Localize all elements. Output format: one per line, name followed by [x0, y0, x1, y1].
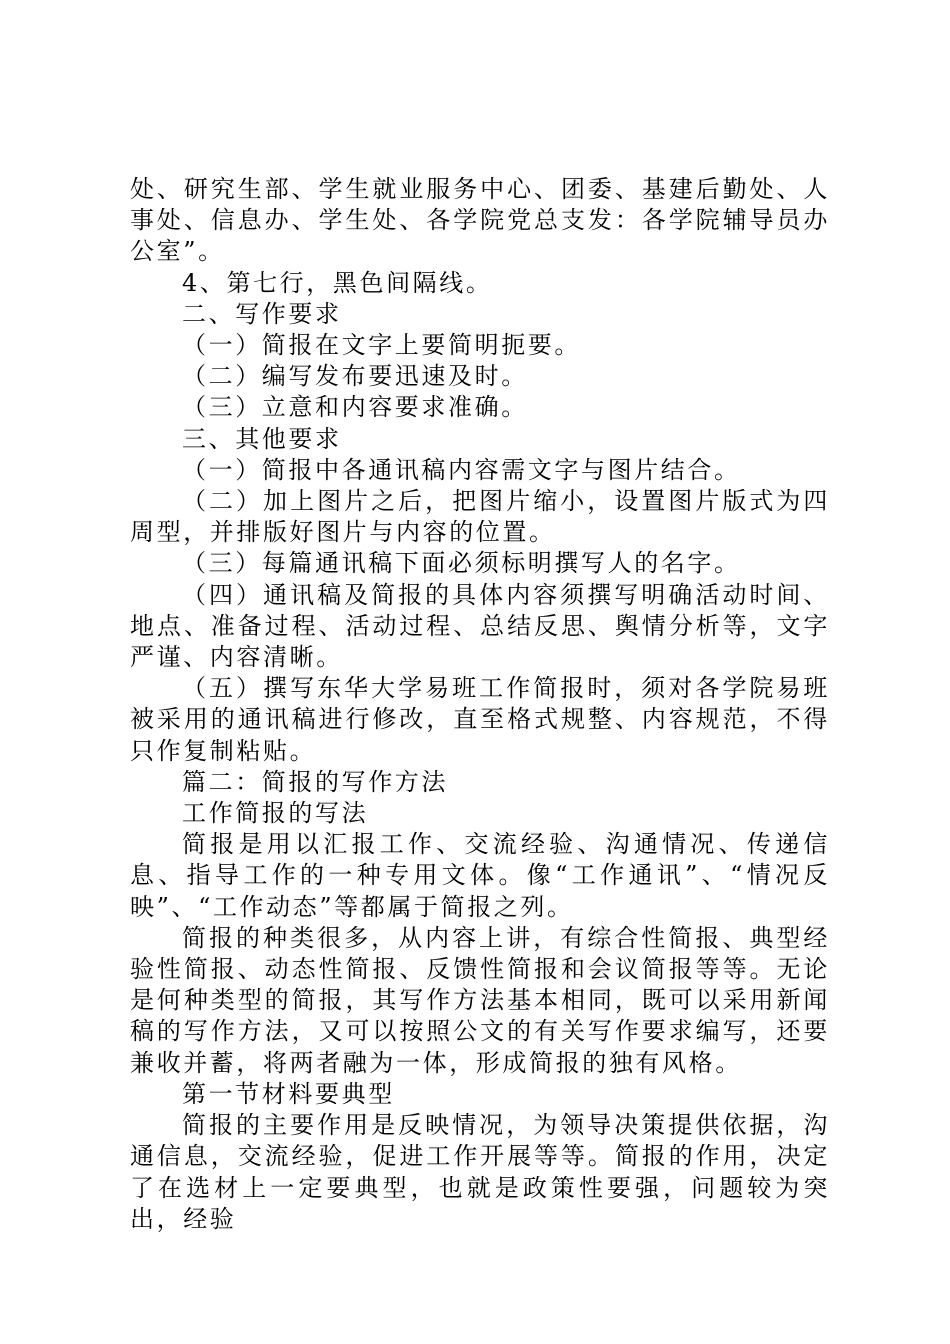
section-heading-writing-requirements: 二、写作要求: [182, 299, 342, 328]
paragraph-15: 简报是用以汇报工作、交流经验、沟通情况、传递信息、指导工作的一种专用文体。像“工作通讯”、“情况反映”、“工作动态”等都属于简报之列。: [130, 830, 830, 921]
section-heading-section-1: 第一节材料要典型: [182, 1079, 395, 1108]
paragraph-1: 处、研究生部、学生就业服务中心、团委、基建后勤处、人事处、信息办、学生处、各学院党总支发：各学院辅导员办公室”。: [130, 175, 830, 266]
paragraph-6: （三）立意和内容要求准确。: [182, 393, 528, 422]
section-heading-other-requirements: 三、其他要求: [182, 424, 342, 453]
paragraph-8: （一）简报中各通讯稿内容需文字与图片结合。: [182, 455, 741, 484]
paragraph-11: （四）通讯稿及简报的具体内容须撰写明确活动时间、地点、准备过程、活动过程、总结反思、舆情分析等，文字严谨、内容清晰。: [130, 580, 830, 672]
paragraph-12: （五）撰写东华大学易班工作简报时，须对各学院易班被采用的通讯稿进行修改，直至格式规整、内容规范，不得只作复制粘贴。: [130, 674, 830, 765]
paragraph-4: （一）简报在文字上要简明扼要。: [182, 331, 581, 360]
subheading-work-briefing: 工作简报的写法: [182, 799, 369, 828]
paragraph-2: 4、第七行，黑色间隔线。: [182, 268, 493, 297]
paragraph-9: （二）加上图片之后，把图片缩小，设置图片版式为四周型，并排版好图片与内容的位置。: [130, 487, 830, 547]
paragraph-18: 简报的主要作用是反映情况，为领导决策提供依据，沟通信息，交流经验，促进工作开展等等。简报的作用，决定了在选材上一定要典型，也就是政策性要强，问题较为突出，经验: [130, 1111, 830, 1233]
paragraph-10: （三）每篇通讯稿下面必须标明撰写人的名字。: [182, 549, 741, 578]
document-body: [130, 174, 830, 1235]
part-heading-2: 篇二：简报的写作方法: [182, 767, 448, 796]
paragraph-5: （二）编写发布要迅速及时。: [182, 362, 528, 391]
paragraph-16: 简报的种类很多，从内容上讲，有综合性简报、典型经验性简报、动态性简报、反馈性简报和会议简报等等。无论是何种类型的简报，其写作方法基本相同，既可以采用新闻稿的写作方法，又可以按照公文的有关写作要求编写，还要兼收并蓄，将两者融为一体，形成简报的独有风格。: [130, 923, 830, 1077]
